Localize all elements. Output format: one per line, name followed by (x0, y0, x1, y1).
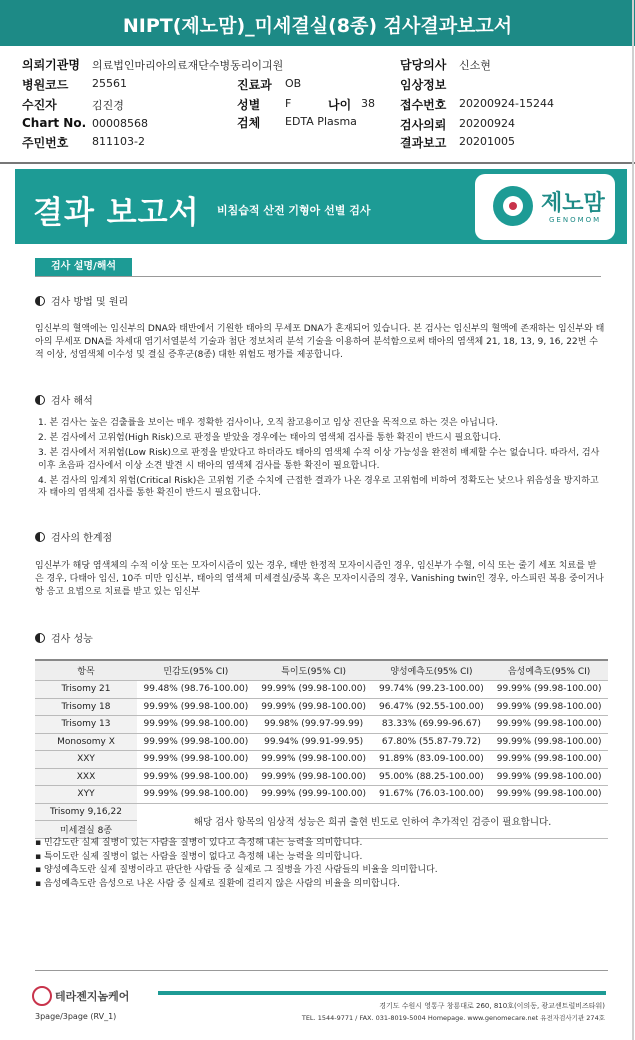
table-cell: Trisomy 18 (35, 698, 137, 716)
page-number: 3page/3page (RV_1) (35, 1012, 117, 1021)
chart-no-value: 00008568 (92, 117, 148, 130)
table-cell: 91.67% (76.03-100.00) (373, 786, 491, 804)
list-item: ▪ 음성예측도란 음성으로 나온 사람 중 실제로 질환에 걸리지 않은 사람의 비율을 의미합니다. (35, 878, 400, 889)
report-title: NIPT(제노맘)_미세결실(8종) 검사결과보고서 (0, 0, 635, 46)
table-cell: 99.99% (99.98-100.00) (490, 716, 608, 734)
table-cell: 83.33% (69.99-96.67) (373, 716, 491, 734)
table-row (35, 803, 608, 821)
column-header: 항목 (35, 660, 137, 681)
table-cell: 99.74% (99.23-100.00) (373, 681, 491, 699)
banner-subtitle: 비침습적 산전 기형아 선별 검사 (217, 204, 371, 217)
table-cell: 91.89% (83.09-100.00) (373, 751, 491, 769)
footer-accent-bar (158, 991, 606, 995)
company-logo-icon (32, 986, 52, 1006)
report-label: 결과보고 (400, 136, 447, 150)
sex-label: 성별 (237, 98, 261, 112)
limit-heading: 검사의 한계점 (35, 529, 112, 544)
department-label: 진료과 (237, 78, 272, 92)
report-date-value: 20201005 (459, 135, 515, 148)
logo-mark-icon (493, 186, 533, 226)
table-cell: 미세결실 8종 (35, 821, 137, 839)
receipt-label: 접수번호 (400, 98, 447, 112)
table-cell: 99.99% (99.98-100.00) (137, 786, 255, 804)
collector-value: 김진경 (92, 99, 124, 112)
footer-divider (35, 970, 608, 971)
table-cell: 96.47% (92.55-100.00) (373, 698, 491, 716)
definition-notes (35, 837, 605, 891)
report-banner (15, 169, 627, 244)
company-address: 경기도 수원시 영통구 창룡대로 260, 810호(이의동, 광교센트럴비즈타워) (379, 1002, 605, 1010)
table-cell: XYY (35, 786, 137, 804)
logo-text: 제노맘 (541, 191, 605, 216)
table-row (35, 716, 608, 734)
hospital-code-value: 25561 (92, 77, 127, 90)
sex-value: F (285, 97, 292, 110)
table-cell: 99.99% (99.98-100.00) (255, 681, 373, 699)
table-cell: Trisomy 13 (35, 716, 137, 734)
table-cell: 95.00% (88.25-100.00) (373, 768, 491, 786)
hospital-code-label: 병원코드 (22, 78, 69, 92)
table-cell: 99.94% (99.91-99.95) (255, 733, 373, 751)
table-cell: 99.99% (99.98-100.00) (490, 786, 608, 804)
age-value: 38 (361, 97, 375, 110)
clinical-label: 임상정보 (400, 78, 447, 92)
method-heading: 검사 방법 및 원리 (35, 293, 128, 308)
table-cell: 99.99% (99.98-100.00) (137, 698, 255, 716)
banner-title: 결과 보고서 (33, 195, 200, 231)
table-row (35, 698, 608, 716)
performance-table (35, 659, 608, 839)
request-date-value: 20200924 (459, 117, 515, 130)
list-item: ▪ 민감도란 실제 질병이 있는 사람을 질병이 있다고 측정해 내는 능력을 의미합니다. (35, 838, 363, 848)
method-text: 임신부의 혈액에는 임신부의 DNA와 태반에서 기원한 태아의 무세포 DNA가 혼재되어 있습니다. 본 검사는 임신부의 혈액에 존재하는 임신부와 태아의 무세포 DNA를 차세대 염기서열분석 기술과 첨단 정보처리 분석 기술을 이용하여 분석함으로써 태아의 염색체 21, 18, 13, 9, 16, 22번 수적 이상, 성염색체 이수성 및 결실 증후군(8종) 대한 위험도 평가를 제공합니다. (35, 324, 605, 360)
receipt-value: 20200924-15244 (459, 97, 554, 110)
institution-label: 의뢰기관명 (22, 58, 80, 72)
company-contact: TEL. 1544-9771 / FAX. 031-8019-5004 Homepage. www.genomecare.net 유전자검사기관 274호 (301, 1014, 605, 1022)
limit-text: 임신부가 해당 염색체의 수적 이상 또는 모자이시즘이 있는 경우, 태반 한정적 모자이시즘인 경우, 임신부가 수혈, 이식 또는 줄기 세포 치료를 받은 경우, 다태아 임신, 10주 미만 임신부, 태아의 염색체 미세결실/중복 혹은 모자이시즘의 경우, Vanishing twin인 경우, 아스피린 복용 중이거나 항 응고 요법으로 치료를 받고 있는 임신부 (35, 561, 604, 597)
specimen-label: 검체 (237, 116, 261, 130)
logo-subtext: GENOMOM (549, 216, 602, 224)
table-cell: 99.99% (99.98-100.00) (137, 768, 255, 786)
institution-value: 의료법인마리아의료재단수병동리이긔원 (92, 59, 284, 72)
table-cell: XXX (35, 768, 137, 786)
table-cell: 99.99% (99.98-100.00) (490, 751, 608, 769)
list-item: 3. 본 검사에서 저위험(Low Risk)으로 판정을 받았다고 하더라도 태아의 염색체 수적 이상 가능성을 완전히 배제할 수는 없습니다. 따라서, 검사 이후 초음파 검사에서 이상 소견 발견 시 태아의 염색체 검사를 통한 확진이 필요합니다. (38, 448, 600, 471)
rrn-label: 주민번호 (22, 136, 69, 150)
table-note-cell: 해당 검사 항목의 임상적 성능은 희귀 출현 빈도로 인하여 추가적인 검증이 필요합니다. (137, 803, 608, 838)
half-circle-bullet-icon (35, 395, 45, 405)
table-cell: 99.99% (99.98-100.00) (490, 698, 608, 716)
column-header: 음성예측도(95% CI) (490, 660, 608, 681)
table-cell: 99.99% (99.98-100.00) (255, 768, 373, 786)
table-cell: 99.98% (99.97-99.99) (255, 716, 373, 734)
age-label: 나이 (328, 98, 352, 112)
interp-heading: 검사 해석 (35, 392, 93, 407)
table-cell: 99.99% (99.98-100.00) (137, 733, 255, 751)
table-cell: 99.99% (99.98-100.00) (490, 768, 608, 786)
half-circle-bullet-icon (35, 633, 45, 643)
table-header-row (35, 660, 608, 681)
list-item: 2. 본 검사에서 고위험(High Risk)으로 판정을 받았을 경우에는 태아의 염색체 검사를 통한 확진이 반드시 필요합니다. (38, 433, 502, 443)
section-tab: 검사 설명/해석 (35, 258, 132, 276)
table-row (35, 786, 608, 804)
table-row (35, 751, 608, 769)
column-header: 민감도(95% CI) (137, 660, 255, 681)
list-item: ▪ 양성예측도란 실제 질병이라고 판단한 사람들 중 실제로 그 질병을 가진 사람들의 비율을 의미합니다. (35, 865, 438, 875)
doctor-label: 담당의사 (400, 58, 447, 72)
section-divider (35, 276, 601, 277)
company-name: 테라젠지놈케어 (55, 990, 130, 1003)
table-cell: 99.99% (99.99-100.00) (255, 786, 373, 804)
page-edge (632, 0, 634, 1040)
table-cell: Trisomy 9,16,22 (35, 803, 137, 821)
table-cell: 99.48% (98.76-100.00) (137, 681, 255, 699)
column-header: 특이도(95% CI) (255, 660, 373, 681)
table-cell: 99.99% (99.98-100.00) (137, 751, 255, 769)
table-cell: XXY (35, 751, 137, 769)
table-cell: 99.99% (99.98-100.00) (137, 716, 255, 734)
department-value: OB (285, 77, 302, 90)
patient-info-header (0, 50, 635, 164)
table-row (35, 733, 608, 751)
table-cell: Trisomy 21 (35, 681, 137, 699)
table-cell: 99.99% (99.98-100.00) (490, 681, 608, 699)
half-circle-bullet-icon (35, 296, 45, 306)
interp-list (38, 417, 604, 502)
column-header: 양성예측도(95% CI) (373, 660, 491, 681)
half-circle-bullet-icon (35, 532, 45, 542)
list-item: 1. 본 검사는 높은 검출률을 보이는 매우 정확한 검사이나, 오직 참고용이고 임상 진단을 목적으로 하는 것은 아닙니다. (38, 418, 499, 428)
genomom-logo (475, 174, 615, 240)
specimen-value: EDTA Plasma (285, 115, 357, 128)
chart-no-label: Chart No. (22, 116, 87, 130)
perf-heading: 검사 성능 (35, 630, 93, 645)
table-cell: 99.99% (99.98-100.00) (255, 751, 373, 769)
list-item: 4. 본 검사의 임계치 위험(Critical Risk)은 고위험 기준 수치에 근접한 결과가 나온 경우로 고위험에 비하여 정확도는 낮으나 위음성을 방지하고자 태아의 염색체 검사를 통한 확진이 반드시 필요합니다. (38, 475, 599, 498)
table-row (35, 681, 608, 699)
table-cell: Monosomy X (35, 733, 137, 751)
list-item: ▪ 특이도란 실제 질병이 없는 사람을 질병이 없다고 측정해 내는 능력을 의미합니다. (35, 851, 363, 862)
rrn-value: 811103-2 (92, 135, 145, 148)
table-cell: 99.99% (99.98-100.00) (255, 698, 373, 716)
table-row (35, 768, 608, 786)
request-label: 검사의뢰 (400, 118, 447, 132)
doctor-value: 신소현 (459, 59, 491, 72)
collector-label: 수진자 (22, 98, 57, 112)
table-cell: 67.80% (55.87-79.72) (373, 733, 491, 751)
table-cell: 99.99% (99.98-100.00) (490, 733, 608, 751)
